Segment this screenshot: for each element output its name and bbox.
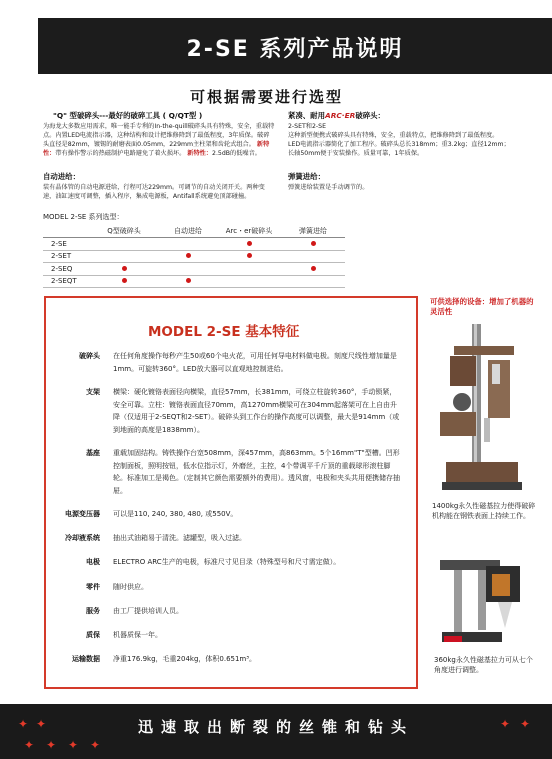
included-dot-icon bbox=[311, 266, 316, 271]
option-cell bbox=[281, 238, 345, 251]
option-cell bbox=[89, 238, 159, 251]
spring-feed-body: 弹簧进给装置是手动调节的。 bbox=[288, 184, 369, 191]
q-type-heading: "Q" 型破碎头---最好的破碎工具 ( Q/QT型 ) bbox=[53, 111, 203, 120]
feature-text: 由工厂提供培训人员。 bbox=[113, 607, 183, 615]
arcer-brand: ARC∙ER bbox=[324, 111, 356, 120]
feature-text: 可以是110, 240, 380, 480, 或550V。 bbox=[113, 510, 238, 518]
model-name-cell: 2-SE bbox=[43, 238, 89, 251]
spark-icon: ✦ bbox=[68, 738, 79, 752]
included-dot-icon bbox=[247, 253, 252, 258]
feature-label: 破碎头 bbox=[79, 352, 100, 360]
arcer-sub: 2-SET和2-SE bbox=[288, 123, 326, 130]
selection-table bbox=[43, 225, 345, 288]
feature-text: 随时供应。 bbox=[113, 583, 148, 591]
option-cell bbox=[159, 250, 217, 263]
included-dot-icon bbox=[186, 278, 191, 283]
table-header: Arc・er破碎头 bbox=[217, 225, 281, 238]
arcer-heading: 紧凑、耐用ARC∙ER破碎头： bbox=[288, 111, 385, 120]
option-cell bbox=[281, 250, 345, 263]
feature-text: 抽出式油箱易于清洗。滤罐型，吸入过滤。 bbox=[113, 534, 246, 542]
feature-label: 支架 bbox=[86, 388, 100, 396]
feature-label: 零件 bbox=[86, 583, 100, 591]
included-dot-icon bbox=[186, 253, 191, 258]
table-header-row bbox=[43, 225, 345, 238]
feature-text: 在任何角度操作每秒产生50或60个电火花，可用任何导电材料做电极。刻度尺线性增加量是1mm。可旋转360°。LED放大器可以直观地控制进给。 bbox=[113, 352, 397, 373]
feature-text: ELECTRO ARC生产的电极，标准尺寸见目录（特殊型号和尺寸需定做）。 bbox=[113, 558, 341, 566]
option-cell bbox=[159, 263, 217, 276]
option-cell bbox=[281, 275, 345, 288]
model-name-cell: 2-SEQ bbox=[43, 263, 89, 276]
feature-label: 电源变压器 bbox=[65, 510, 100, 518]
included-dot-icon bbox=[122, 266, 127, 271]
footer-slogan: 迅速取出断裂的丝锥和钻头 bbox=[137, 718, 414, 736]
model-name-cell: 2-SET bbox=[43, 250, 89, 263]
feature-label: 质保 bbox=[86, 631, 100, 639]
tilt-base-machine-image bbox=[432, 556, 532, 646]
spark-icon: ✦ bbox=[90, 738, 101, 752]
arcer-body: 这种新型便携式破碎头具有特殊，安全，重载特点，把维修降到了最低程度。LED电流指示器简化了加工程序。破碎头总长318mm；重3.2kg；直径12mm；长轴50mm便于安装操作。质量可靠，1年质保。 bbox=[288, 132, 510, 157]
spark-icon: ✦ bbox=[520, 717, 531, 731]
q-type-body: 为海龙大多数应用需求，唯一能手专利的In-the-quill破碎头具有特殊，安全，重载特点。内置LED电流指示器，这种结构和设计把维修降到了最低程度，3年质保。破碎头直径是82mm，镀锡的耐磨表面0.05mm，229mm主柱架和齿轮式组合。 新特性：带有操作警示的热磁制护电路避免了着火损坏。 新特性：2.5dB的低噪音。 bbox=[43, 123, 275, 157]
option-cell bbox=[89, 275, 159, 288]
option-cell bbox=[159, 238, 217, 251]
features-title: MODEL 2-SE 基本特征 bbox=[148, 324, 300, 340]
footer-band bbox=[0, 704, 552, 759]
optional-equipment-caption: 可供选择的设备：增加了机器的灵活性 bbox=[430, 297, 534, 316]
auto-feed-body: 装有晶体管的自动电源进给，行程可达229mm。可调节的自动关闭开关。两种变速，油缸速度可调整，插入程序，集成电源板，Antifall系统避免顶部碰撞。 bbox=[43, 184, 265, 200]
feature-text: 净重176.9kg，毛重204kg，体积0.651m³。 bbox=[113, 655, 257, 663]
spark-icon: ✦ bbox=[24, 738, 35, 752]
table-row bbox=[43, 250, 345, 263]
table-header bbox=[43, 225, 89, 238]
page-subtitle: 可根据需要进行选型 bbox=[190, 88, 344, 106]
feature-text: 机器质保一年。 bbox=[113, 631, 162, 639]
table-row bbox=[43, 275, 345, 288]
spark-icon: ✦ bbox=[18, 717, 29, 731]
table-header: Q型破碎头 bbox=[89, 225, 159, 238]
arcer-section bbox=[288, 111, 510, 158]
option-cell bbox=[217, 275, 281, 288]
mag-base-machine-image bbox=[432, 322, 532, 494]
feature-label: 运输数据 bbox=[72, 655, 100, 663]
side-note-1: 1400kg永久性磁基拉力使得破碎机构能在钢铁表面上持续工作。 bbox=[432, 502, 536, 520]
feature-label: 基座 bbox=[86, 449, 100, 457]
feature-text: 横梁：硬化镀铬表面径向横梁，直径57mm，长381mm，可绕立柱旋转360°，手动锁紧，安全可靠。立柱：镀铬表面直径70mm，高1270mm横梁可在304mm起落架可在上自由升降（仅适用于2-SEQT和2-SET）。破碎头到工作台的操作高度可以调整，最大是914mm（或到地面的高度是1838mm）。 bbox=[113, 388, 400, 434]
spring-feed-section bbox=[288, 172, 510, 192]
included-dot-icon bbox=[311, 241, 316, 246]
table-header: 弹簧进给 bbox=[281, 225, 345, 238]
spark-icon: ✦ bbox=[46, 738, 57, 752]
auto-feed-section bbox=[43, 172, 275, 201]
feature-text: 重载加固结构。铸铁操作台宽508mm，深457mm，高863mm。5个16mm"T"型槽。凹形控制面板，照明按钮，低水位指示灯，外磨丝，主控，4个带调平千斤顶的重载球形滚柱脚轮。标准加工是褐色。（定制其它颜色需要额外的费用）。透风窗，电极和夹头共用便携储存抽屉。 bbox=[113, 449, 400, 495]
auto-feed-heading: 自动进给： bbox=[43, 172, 80, 181]
q-type-section bbox=[43, 111, 275, 158]
table-row bbox=[43, 238, 345, 251]
option-cell bbox=[217, 263, 281, 276]
model-name-cell: 2-SEQT bbox=[43, 275, 89, 288]
option-cell bbox=[159, 275, 217, 288]
feature-label: 服务 bbox=[86, 607, 100, 615]
side-note-2: 360kg永久性磁基拉力可从七个角度进行调整。 bbox=[434, 656, 533, 674]
table-row bbox=[43, 263, 345, 276]
page-title: 2-SE 系列产品说明 bbox=[186, 37, 404, 62]
feature-label: 电极 bbox=[86, 558, 100, 566]
included-dot-icon bbox=[122, 278, 127, 283]
feature-label: 冷却液系统 bbox=[65, 534, 100, 542]
spark-icon: ✦ bbox=[36, 717, 47, 731]
selection-label: MODEL 2-SE 系列选型： bbox=[43, 213, 124, 221]
option-cell bbox=[89, 263, 159, 276]
option-cell bbox=[281, 263, 345, 276]
option-cell bbox=[89, 250, 159, 263]
title-bar bbox=[38, 18, 552, 74]
option-cell bbox=[217, 250, 281, 263]
option-cell bbox=[217, 238, 281, 251]
included-dot-icon bbox=[247, 241, 252, 246]
table-header: 自动进给 bbox=[159, 225, 217, 238]
spark-icon: ✦ bbox=[500, 717, 511, 731]
spring-feed-heading: 弹簧进给： bbox=[288, 172, 325, 181]
